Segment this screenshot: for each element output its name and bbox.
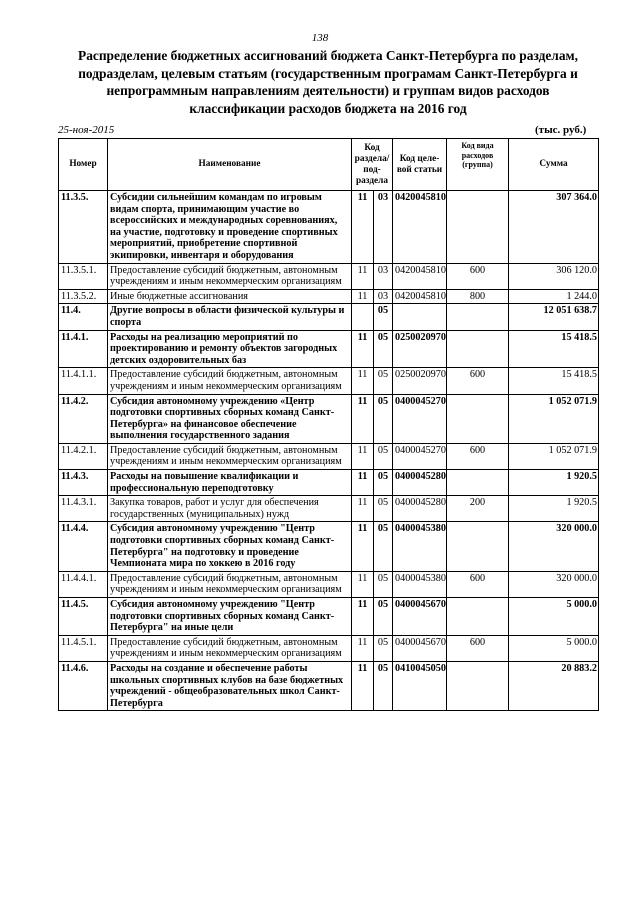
row-vid-rashodov: 600: [447, 443, 509, 469]
row-summa: 1 052 071.9: [509, 443, 599, 469]
row-vid-rashodov: [447, 394, 509, 443]
row-celevaya-statya: 0420045810: [393, 289, 447, 304]
row-podrazdel: 05: [374, 635, 393, 661]
row-number: 11.3.5.: [59, 191, 108, 264]
table-row: [59, 496, 599, 522]
row-celevaya-statya: 0410045050: [393, 661, 447, 710]
row-razdel: 11: [352, 522, 374, 571]
row-celevaya-statya: 0250020970: [393, 368, 447, 394]
table-row: [59, 470, 599, 496]
row-number: 11.4.2.1.: [59, 443, 108, 469]
row-razdel: 11: [352, 661, 374, 710]
row-podrazdel: 05: [374, 598, 393, 636]
row-razdel: 11: [352, 443, 374, 469]
row-name: Субсидия автономному учреждению "Центр подготовки спортивных сборных команд Санкт-Петербурга" на подготовку и проведение Чемпионата мира по хоккею в 2016 году: [108, 522, 352, 571]
row-vid-rashodov: [447, 522, 509, 571]
row-name: Расходы на реализацию мероприятий по проектированию и ремонту объектов загородных детских оздоровительных баз: [108, 330, 352, 368]
row-number: 11.4.1.: [59, 330, 108, 368]
row-podrazdel: 05: [374, 522, 393, 571]
row-name: Предоставление субсидий бюджетным, автономным учреждениям и иным некоммерческим организациям: [108, 635, 352, 661]
row-celevaya-statya: 0420045810: [393, 263, 447, 289]
table-row: [59, 394, 599, 443]
row-summa: 5 000.0: [509, 635, 599, 661]
row-vid-rashodov: 600: [447, 263, 509, 289]
row-celevaya-statya: 0400045280: [393, 496, 447, 522]
row-summa: 306 120.0: [509, 263, 599, 289]
row-podrazdel: 05: [374, 496, 393, 522]
budget-table: [58, 138, 599, 711]
table-row: [59, 661, 599, 710]
row-razdel: 11: [352, 496, 374, 522]
row-podrazdel: 03: [374, 289, 393, 304]
row-celevaya-statya: 0420045810: [393, 191, 447, 264]
row-number: 11.4.4.: [59, 522, 108, 571]
header-naimenovanie: Наименование: [108, 139, 352, 191]
row-name: Закупка товаров, работ и услуг для обеспечения государственных (муниципальных) нужд: [108, 496, 352, 522]
row-razdel: 11: [352, 330, 374, 368]
table-row: [59, 289, 599, 304]
row-celevaya-statya: 0400045270: [393, 394, 447, 443]
table-row: [59, 263, 599, 289]
header-kod-razdela: Код раздела/ под- раздела: [352, 139, 393, 191]
table-row: [59, 443, 599, 469]
row-razdel: 11: [352, 289, 374, 304]
document-date: 25-ноя-2015: [58, 124, 115, 136]
row-vid-rashodov: [447, 598, 509, 636]
row-number: 11.3.5.2.: [59, 289, 108, 304]
table-row: [59, 304, 599, 330]
row-podrazdel: 05: [374, 394, 393, 443]
row-name: Расходы на создание и обеспечение работы школьных спортивных клубов на базе бюджетных учреждений - общеобразовательных школ Санкт-Петербурга: [108, 661, 352, 710]
row-celevaya-statya: 0400045380: [393, 522, 447, 571]
row-name: Субсидия автономному учреждению "Центр подготовки спортивных сборных команд Санкт-Петербурга" на иные цели: [108, 598, 352, 636]
row-name: Предоставление субсидий бюджетным, автономным учреждениям и иным некоммерческим организациям: [108, 571, 352, 597]
page-number: 138: [311, 32, 329, 44]
row-celevaya-statya: [393, 304, 447, 330]
row-number: 11.4.3.: [59, 470, 108, 496]
table-row: [59, 635, 599, 661]
row-number: 11.4.3.1.: [59, 496, 108, 522]
row-razdel: 11: [352, 191, 374, 264]
table-body: [59, 191, 599, 711]
row-razdel: 11: [352, 635, 374, 661]
header-kod-vida: Код вида расходов (группа): [447, 139, 509, 191]
table-row: [59, 191, 599, 264]
row-podrazdel: 03: [374, 263, 393, 289]
units-label: (тыс. руб.): [535, 124, 587, 136]
row-podrazdel: 03: [374, 191, 393, 264]
row-summa: 5 000.0: [509, 598, 599, 636]
row-name: Предоставление субсидий бюджетным, автономным учреждениям и иным некоммерческим организациям: [108, 368, 352, 394]
row-number: 11.4.5.: [59, 598, 108, 636]
row-celevaya-statya: 0400045280: [393, 470, 447, 496]
row-vid-rashodov: 600: [447, 368, 509, 394]
row-razdel: 11: [352, 470, 374, 496]
row-summa: 15 418.5: [509, 368, 599, 394]
table-row: [59, 571, 599, 597]
table-row: [59, 598, 599, 636]
row-summa: 20 883.2: [509, 661, 599, 710]
row-summa: 1 920.5: [509, 496, 599, 522]
row-summa: 307 364.0: [509, 191, 599, 264]
table-row: [59, 330, 599, 368]
table-row: [59, 368, 599, 394]
row-podrazdel: 05: [374, 443, 393, 469]
row-vid-rashodov: 200: [447, 496, 509, 522]
row-razdel: 11: [352, 368, 374, 394]
row-vid-rashodov: 600: [447, 635, 509, 661]
row-summa: 12 051 638.7: [509, 304, 599, 330]
row-name: Расходы на повышение квалификации и профессиональную переподготовку: [108, 470, 352, 496]
row-vid-rashodov: [447, 304, 509, 330]
row-razdel: 11: [352, 571, 374, 597]
row-name: Субсидии сильнейшим командам по игровым видам спорта, принимающим участие во всероссийских и международных соревнованиях, на участие, подготовку и проведение спортивных мероприятий, приобретение спортивной экипировки, инвентаря и оборудования: [108, 191, 352, 264]
row-vid-rashodov: [447, 470, 509, 496]
row-number: 11.4.1.1.: [59, 368, 108, 394]
row-summa: 320 000.0: [509, 571, 599, 597]
row-podrazdel: 05: [374, 571, 393, 597]
row-razdel: 11: [352, 598, 374, 636]
row-number: 11.4.2.: [59, 394, 108, 443]
table-row: [59, 522, 599, 571]
row-celevaya-statya: 0250020970: [393, 330, 447, 368]
row-name: Другие вопросы в области физической культуры и спорта: [108, 304, 352, 330]
row-podrazdel: 05: [374, 304, 393, 330]
row-celevaya-statya: 0400045670: [393, 635, 447, 661]
row-number: 11.3.5.1.: [59, 263, 108, 289]
row-number: 11.4.: [59, 304, 108, 330]
header-nomer: Номер: [59, 139, 108, 191]
row-summa: 1 052 071.9: [509, 394, 599, 443]
row-razdel: 11: [352, 394, 374, 443]
row-celevaya-statya: 0400045670: [393, 598, 447, 636]
row-name: Субсидия автономному учреждению «Центр подготовки спортивных сборных команд Санкт-Петербурга» на финансовое обеспечение выполнения государственного задания: [108, 394, 352, 443]
row-summa: 1 920.5: [509, 470, 599, 496]
row-summa: 320 000.0: [509, 522, 599, 571]
row-razdel: [352, 304, 374, 330]
row-name: Иные бюджетные ассигнования: [108, 289, 352, 304]
row-podrazdel: 05: [374, 661, 393, 710]
table-header-row: [59, 139, 599, 191]
row-razdel: 11: [352, 263, 374, 289]
row-vid-rashodov: 800: [447, 289, 509, 304]
row-vid-rashodov: [447, 191, 509, 264]
row-number: 11.4.4.1.: [59, 571, 108, 597]
document-title: Распределение бюджетных ассигнований бюджета Санкт-Петербурга по разделам, подразделам, целевым статьям (государственным програмам Санкт-Петербурга и непрограммным направлениям деятельности) и группам видов расходов классификации расходов бюджета на 2016 год: [78, 48, 578, 116]
row-summa: 1 244.0: [509, 289, 599, 304]
row-celevaya-statya: 0400045380: [393, 571, 447, 597]
row-podrazdel: 05: [374, 330, 393, 368]
row-number: 11.4.6.: [59, 661, 108, 710]
row-vid-rashodov: 600: [447, 571, 509, 597]
row-name: Предоставление субсидий бюджетным, автономным учреждениям и иным некоммерческим организациям: [108, 263, 352, 289]
row-name: Предоставление субсидий бюджетным, автономным учреждениям и иным некоммерческим организациям: [108, 443, 352, 469]
row-vid-rashodov: [447, 330, 509, 368]
row-podrazdel: 05: [374, 470, 393, 496]
row-vid-rashodov: [447, 661, 509, 710]
row-podrazdel: 05: [374, 368, 393, 394]
row-summa: 15 418.5: [509, 330, 599, 368]
header-summa: Сумма: [509, 139, 599, 191]
header-kod-statyi: Код целе- вой статьи: [393, 139, 447, 191]
row-number: 11.4.5.1.: [59, 635, 108, 661]
row-celevaya-statya: 0400045270: [393, 443, 447, 469]
